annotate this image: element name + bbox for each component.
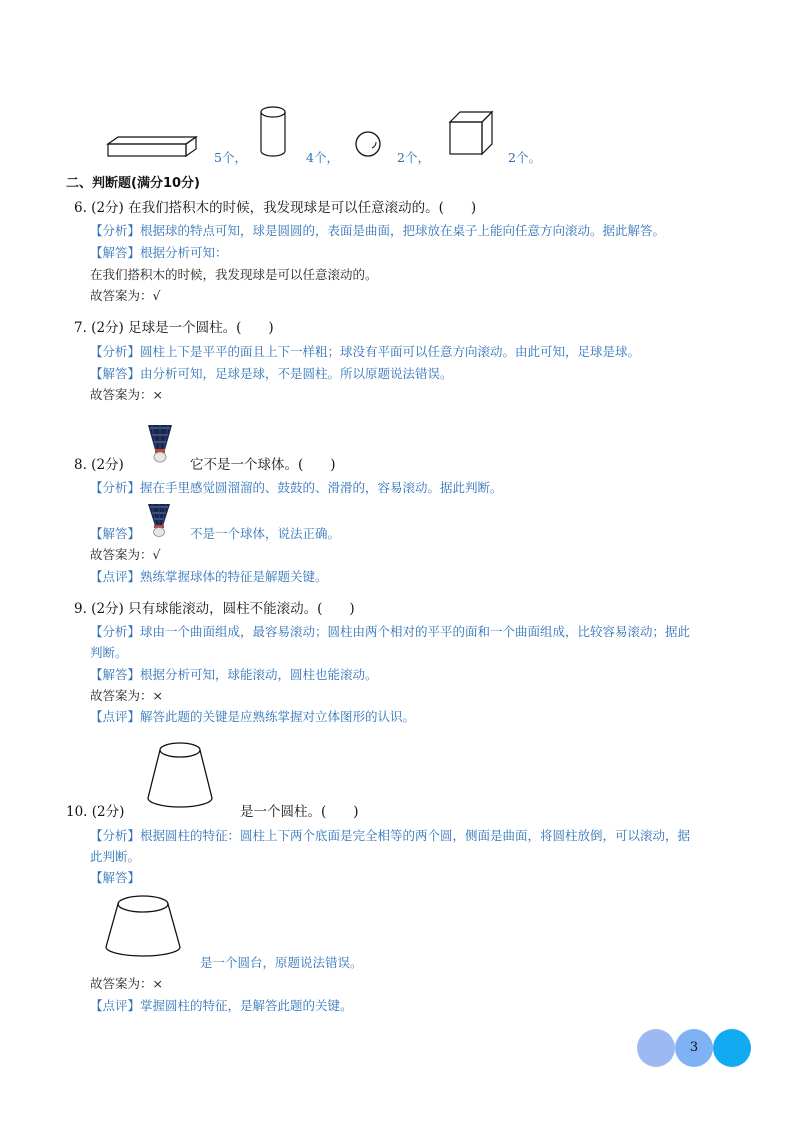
q8-answer-text: 不是一个球体，说法正确。 [190, 526, 341, 541]
q8-answer-label: 【解答】 [90, 526, 141, 541]
question-8-stem-suffix: 它不是一个球体。( ) [190, 457, 336, 473]
shuttlecock-icon [146, 502, 176, 540]
q9-analysis: 【分析】球由一个曲面组成，最容易滚动；圆柱由两个相对的平平的面和一个曲面组成，比较容易滚动；据此 [90, 624, 691, 639]
q6-answer-label: 【解答】根据分析可知： [90, 245, 228, 260]
q7-analysis: 【分析】圆柱上下是平平的面且上下一样粗；球没有平面可以任意方向滚动。由此可知，足球是球。 [90, 344, 641, 359]
q10-answer-result: 故答案为：× [90, 976, 163, 991]
q10-analysis: 【分析】根据圆柱的特征：圆柱上下两个底面是完全相等的两个圆，侧面是曲面，将圆柱放倒，可以滚动，据 [90, 828, 691, 843]
cube-figure [448, 110, 496, 160]
q9-answer-result: 故答案为：× [90, 688, 163, 703]
q9-answer: 【解答】根据分析可知，球能滚动，圆柱也能滚动。 [90, 667, 378, 682]
frustum-figure [146, 740, 216, 812]
count-cylinder: 4个， [306, 150, 339, 165]
q7-answer-result: 故答案为：× [90, 387, 163, 402]
q10-comment: 【点评】掌握圆柱的特征，是解答此题的关键。 [90, 998, 353, 1013]
cylinder-figure [256, 104, 292, 160]
q6-answer-body: 在我们搭积木的时候，我发现球是可以任意滚动的。 [90, 267, 378, 282]
q8-answer-result: 故答案为：√ [90, 547, 161, 562]
count-cuboid: 5个， [214, 150, 247, 165]
page-circle-light [637, 1029, 675, 1067]
frustum-figure [103, 893, 183, 963]
q10-analysis-cont: 此判断。 [90, 849, 141, 864]
q9-analysis-cont: 判断。 [90, 645, 128, 660]
cuboid-figure [106, 134, 198, 160]
q9-comment: 【点评】解答此题的关键是应熟练掌握对立体图形的认识。 [90, 709, 416, 724]
question-8-stem-prefix: 8. (2分) [74, 457, 124, 473]
q6-analysis: 【分析】根据球的特点可知，球是圆圆的，表面是曲面，把球放在桌子上能向任意方向滚动。据此解答。 [90, 223, 666, 238]
q8-comment: 【点评】熟练掌握球体的特征是解题关键。 [90, 569, 328, 584]
q8-analysis: 【分析】握在手里感觉圆溜溜的、鼓鼓的、滑滑的，容易滚动。据此判断。 [90, 480, 503, 495]
question-6-stem: 6. (2分) 在我们搭积木的时候，我发现球是可以任意滚动的。( ) [74, 200, 477, 216]
sphere-figure [354, 130, 384, 160]
count-sphere: 2个， [397, 150, 430, 165]
question-7-stem: 7. (2分) 足球是一个圆柱。( ) [74, 320, 274, 336]
count-cube: 2个。 [508, 150, 541, 165]
page-number: 3 [689, 1040, 699, 1055]
shuttlecock-icon [146, 422, 176, 466]
q6-answer-result: 故答案为：√ [90, 288, 161, 303]
page-circle-dark [713, 1029, 751, 1067]
q10-answer-label: 【解答】 [90, 870, 141, 885]
question-10-stem-suffix: 是一个圆柱。( ) [240, 804, 359, 820]
question-9-stem: 9. (2分) 只有球能滚动，圆柱不能滚动。( ) [74, 601, 355, 617]
section-title: 二、判断题(满分10分) [66, 176, 200, 191]
q7-answer: 【解答】由分析可知，足球是球，不是圆柱。所以原题说法错误。 [90, 366, 453, 381]
question-10-stem-prefix: 10. (2分) [66, 804, 125, 820]
q10-answer-text: 是一个圆台，原题说法错误。 [200, 955, 363, 970]
